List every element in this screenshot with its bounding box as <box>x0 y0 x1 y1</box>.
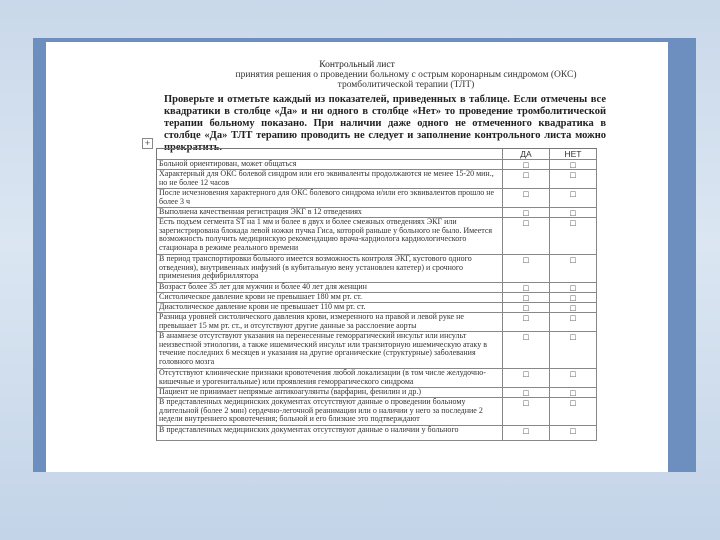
checklist-criterion: Характерный для ОКС болевой синдром или его эквиваленты продолжаются не менее 15-20 мин., но не более 12 часов <box>157 170 503 188</box>
document-subtitle <box>196 70 616 90</box>
checklist-yes-cell <box>503 398 550 425</box>
yes-checkbox[interactable]: □ <box>523 218 529 228</box>
checklist-no-cell <box>550 398 597 425</box>
yes-checkbox[interactable]: □ <box>523 426 529 436</box>
subtitle-line-1: принятия решения о проведении больному с острым коронарным синдромом (ОКС) <box>235 70 577 80</box>
yes-checkbox[interactable]: □ <box>523 160 529 170</box>
checklist-yes-cell <box>503 303 550 312</box>
checklist-row <box>157 283 597 293</box>
yes-checkbox[interactable]: □ <box>523 255 529 265</box>
no-checkbox[interactable]: □ <box>570 303 576 313</box>
no-checkbox[interactable]: □ <box>570 170 576 180</box>
no-checkbox[interactable]: □ <box>570 189 576 199</box>
header-yes: ДА <box>503 149 550 159</box>
checklist-criterion: Возраст более 35 лет для мужчин и более 40 лет для женщин <box>157 283 503 292</box>
checklist-row <box>157 426 597 441</box>
header-no: НЕТ <box>550 149 597 159</box>
checklist-criterion: Диастолическое давление крови не превышает 110 мм рт. ст. <box>157 303 503 312</box>
checklist-row <box>157 332 597 369</box>
checklist-yes-cell <box>503 255 550 282</box>
no-checkbox[interactable]: □ <box>570 369 576 379</box>
subtitle-line-2: тромболитической терапии (ТЛТ) <box>337 80 475 90</box>
checklist-criterion: Пациент не принимает непрямые антикоагулянты (варфарин, фенилин и др.) <box>157 388 503 397</box>
checklist-no-cell <box>550 170 597 188</box>
no-checkbox[interactable]: □ <box>570 160 576 170</box>
checklist-yes-cell <box>503 160 550 169</box>
no-checkbox[interactable]: □ <box>570 208 576 218</box>
checklist-criterion: Систолическое давление крови не превышает 180 мм рт. ст. <box>157 293 503 302</box>
checklist-no-cell <box>550 189 597 207</box>
checklist-no-cell <box>550 218 597 254</box>
no-checkbox[interactable]: □ <box>570 426 576 436</box>
no-checkbox[interactable]: □ <box>570 332 576 342</box>
checklist-row <box>157 398 597 426</box>
checklist-yes-cell <box>503 426 550 440</box>
checklist-yes-cell <box>503 189 550 207</box>
checklist-row <box>157 170 597 189</box>
checklist-no-cell <box>550 255 597 282</box>
checklist-criterion: Разница уровней систолического давления крови, измеренного на правой и левой руке не превышает 15 мм рт. ст., и отсутствуют другие данные за расслоение аорты <box>157 313 503 331</box>
checklist-row <box>157 388 597 398</box>
checklist-row <box>157 255 597 283</box>
checklist-yes-cell <box>503 388 550 397</box>
checklist-yes-cell <box>503 313 550 331</box>
document-title: Контрольный лист <box>319 60 395 70</box>
document-page <box>46 42 668 472</box>
slide-frame <box>33 38 696 472</box>
checklist-yes-cell <box>503 218 550 254</box>
no-checkbox[interactable]: □ <box>570 218 576 228</box>
yes-checkbox[interactable]: □ <box>523 313 529 323</box>
checklist-criterion: В представленных медицинских документах отсутствуют данные о наличии у больного <box>157 426 503 440</box>
no-checkbox[interactable]: □ <box>570 388 576 398</box>
no-checkbox[interactable]: □ <box>570 398 576 408</box>
checklist-row <box>157 313 597 332</box>
checklist-no-cell <box>550 388 597 397</box>
yes-checkbox[interactable]: □ <box>523 208 529 218</box>
checklist-no-cell <box>550 303 597 312</box>
checklist-no-cell <box>550 369 597 387</box>
checklist-row <box>157 303 597 313</box>
checklist-row <box>157 189 597 208</box>
yes-checkbox[interactable]: □ <box>523 369 529 379</box>
yes-checkbox[interactable]: □ <box>523 293 529 303</box>
checklist-row <box>157 208 597 218</box>
header-criteria-cell <box>157 149 503 159</box>
yes-checkbox[interactable]: □ <box>523 303 529 313</box>
checklist-yes-cell <box>503 208 550 217</box>
checklist-criterion: После исчезновения характерного для ОКС болевого синдрома и/или его эквивалентов прошло не более 3 ч <box>157 189 503 207</box>
checklist-no-cell <box>550 313 597 331</box>
checklist-criterion: Выполнена качественная регистрация ЭКГ в 12 отведениях <box>157 208 503 217</box>
checklist-criterion: Больной ориентирован, может общаться <box>157 160 503 169</box>
instructions-paragraph: Проверьте и отметьте каждый из показателей, приведенных в таблице. Если отмечены все квадратики в столбце «Да» и ни одного в столбце «Нет» то проведение тромболитической терапии больному показано. При наличии даже одного не отмеченного квадратика в столбце «Да» ТЛТ терапию проводить не следует и заполнение контрольного листа можно прекратить. <box>164 94 606 153</box>
no-checkbox[interactable]: □ <box>570 283 576 293</box>
checklist-no-cell <box>550 160 597 169</box>
checklist-no-cell <box>550 283 597 292</box>
yes-checkbox[interactable]: □ <box>523 332 529 342</box>
yes-checkbox[interactable]: □ <box>523 170 529 180</box>
checklist-criterion: Есть подъем сегмента ST на 1 мм и более в двух и более смежных отведениях ЭКГ или зарегистрирована блокада левой ножки пучка Гиса, которой раньше у больного не было. Имеется возможность получить медицинскую рекомендацию врача-кардиолога кардиологического стационара в режиме реального времени <box>157 218 503 254</box>
checklist-no-cell <box>550 332 597 368</box>
checklist-criterion: Отсутствуют клинические признаки кровотечения любой локализации (в том числе желудочно-кишечные и урогенитальные) или проявления геморрагического синдрома <box>157 369 503 387</box>
checklist-row <box>157 293 597 303</box>
yes-checkbox[interactable]: □ <box>523 398 529 408</box>
checklist-yes-cell <box>503 283 550 292</box>
checklist-no-cell <box>550 426 597 440</box>
checklist-yes-cell <box>503 293 550 302</box>
checklist-yes-cell <box>503 369 550 387</box>
checklist-yes-cell <box>503 332 550 368</box>
checklist-header-row <box>157 149 597 160</box>
checklist-row <box>157 369 597 388</box>
table-move-handle-icon[interactable]: + <box>142 138 153 149</box>
checklist-criterion: В представленных медицинских документах отсутствуют данные о проведении больному длительной (более 2 мин) сердечно-легочной реанимации или о наличии у него за последние 2 недели внутреннего кровотечения; больной и его близкие это подтверждают <box>157 398 503 425</box>
checklist-row <box>157 218 597 255</box>
yes-checkbox[interactable]: □ <box>523 388 529 398</box>
yes-checkbox[interactable]: □ <box>523 189 529 199</box>
checklist-yes-cell <box>503 170 550 188</box>
checklist-no-cell <box>550 293 597 302</box>
yes-checkbox[interactable]: □ <box>523 283 529 293</box>
checklist-criterion: В период транспортировки больного имеется возможность контроля ЭКГ, кустового одного отведения), внутривенных инфузий (в кубитальную вену установлен катетер) и срочного применения дефибриллятора <box>157 255 503 282</box>
no-checkbox[interactable]: □ <box>570 293 576 303</box>
checklist-no-cell <box>550 208 597 217</box>
checklist-table <box>156 148 597 441</box>
checklist-row <box>157 160 597 170</box>
no-checkbox[interactable]: □ <box>570 255 576 265</box>
checklist-criterion: В анамнезе отсутствуют указания на перенесенные геморрагический инсульт или инсульт неизвестной этиологии, а также ишемический инсульт или транзиторную ишемическую атаку в течение последних 6 месяцев и указания на другие органические (структурные) заболевания головного мозга <box>157 332 503 368</box>
no-checkbox[interactable]: □ <box>570 313 576 323</box>
